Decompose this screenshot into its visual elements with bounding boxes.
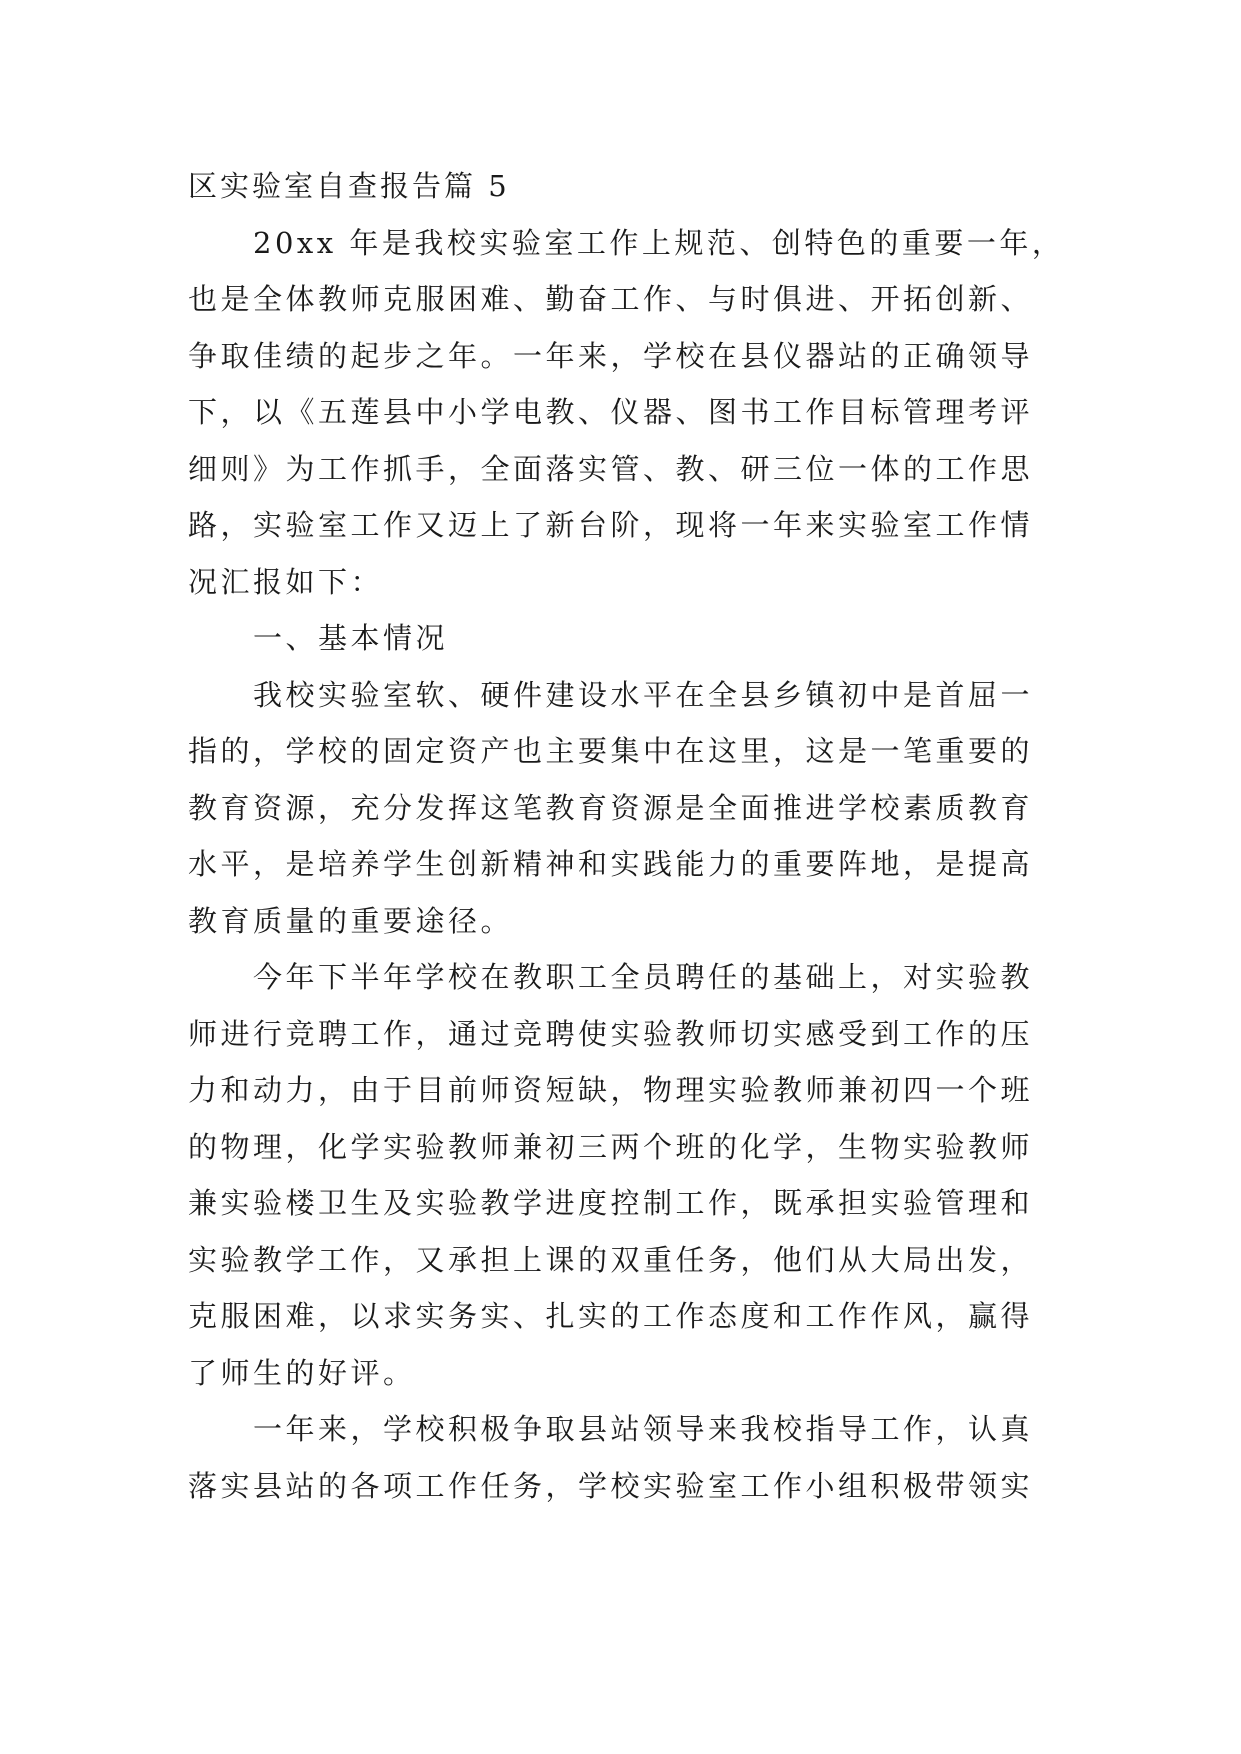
text-line: 我校实验室软、硬件建设水平在全县乡镇初中是首屈一: [253, 677, 1034, 712]
text-line: 教育质量的重要途径。: [188, 903, 514, 938]
text-line: 况汇报如下：: [188, 564, 384, 599]
paragraph-intro: [188, 215, 1068, 611]
text-line: 下，以《五莲县中小学电教、仪器、图书工作目标管理考评: [188, 395, 1034, 429]
text-line: 克服困难，以求实务实、扎实的工作态度和工作作风，赢得: [188, 1299, 1034, 1333]
text-line: 实验教学工作，又承担上课的双重任务，他们从大局出发，: [188, 1242, 1034, 1277]
text-line: 落实县站的各项工作任务，学校实验室工作小组积极带领实: [188, 1468, 1034, 1503]
text-line: 路，实验室工作又迈上了新台阶，现将一年来实验室工作情: [188, 508, 1034, 542]
heading-line: 一、基本情况: [253, 621, 449, 655]
text-line: 师进行竞聘工作，通过竞聘使实验教师切实感受到工作的压: [188, 1016, 1034, 1051]
text-line: 今年下半年学校在教职工全员聘任的基础上，对实验教: [253, 960, 1034, 994]
text-line: 的物理，化学实验教师兼初三两个班的化学，生物实验教师: [188, 1129, 1034, 1164]
text-line: 水平，是培养学生创新精神和实践能力的重要阵地，是提高: [188, 847, 1034, 881]
section-heading: [188, 610, 1068, 667]
text-line: 细则》为工作抓手，全面落实管、教、研三位一体的工作思: [188, 451, 1034, 486]
text-line: 一年来，学校积极争取县站领导来我校指导工作，认真: [253, 1412, 1034, 1446]
text-line: 兼实验楼卫生及实验教学进度控制工作，既承担实验管理和: [188, 1186, 1034, 1220]
text-line: 也是全体教师克服困难、勤奋工作、与时俱进、开拓创新、: [188, 282, 1034, 316]
paragraph-staffing: [188, 949, 1068, 1401]
text-line: 力和动力，由于目前师资短缺，物理实验教师兼初四一个班: [188, 1073, 1034, 1107]
text-line: 教育资源，充分发挥这笔教育资源是全面推进学校素质教育: [188, 790, 1034, 825]
paragraph-basic: [188, 667, 1068, 950]
text-line: 了师生的好评。: [188, 1355, 416, 1390]
document-title: 区实验室自查报告篇 5: [188, 169, 510, 203]
paragraph-guidance: [188, 1401, 1068, 1514]
text-line: 争取佳绩的起步之年。一年来，学校在县仪器站的正确领导: [188, 338, 1034, 373]
document-body: [188, 158, 1068, 1514]
text-line: 指的，学校的固定资产也主要集中在这里，这是一笔重要的: [188, 734, 1034, 768]
text-line: 20xx 年是我校实验室工作上规范、创特色的重要一年，: [253, 225, 1065, 260]
